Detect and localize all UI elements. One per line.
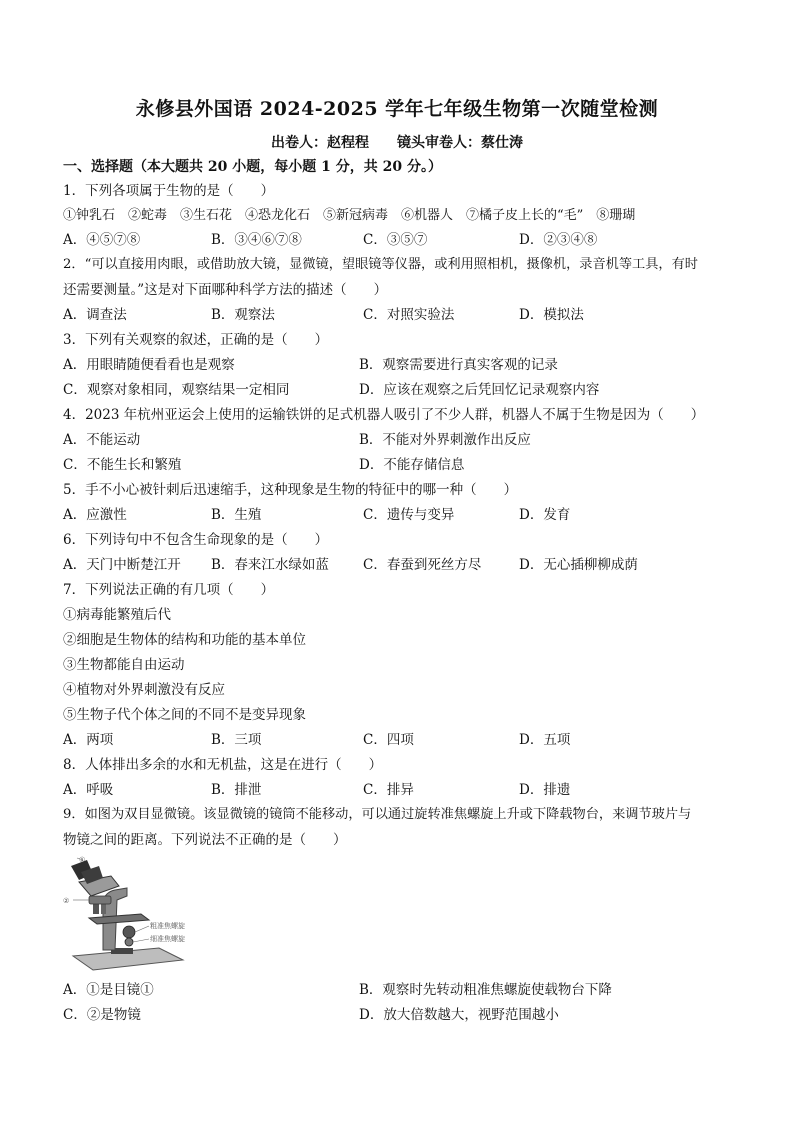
option-c: C．春蚕到死丝方尽 xyxy=(363,557,482,573)
option-b: B．不能对外界刺激作出反应 xyxy=(359,432,531,448)
option-d: D．应该在观察之后凭回忆记录观察内容 xyxy=(359,382,600,398)
option-a: A．不能运动 xyxy=(63,432,141,448)
option-a: A．①是目镜① xyxy=(63,982,154,998)
option-d: D．模拟法 xyxy=(519,307,584,323)
option-a: A．呼吸 xyxy=(63,782,114,798)
option-a: A．应激性 xyxy=(63,507,127,523)
question-7-statement-5: ⑤生物子代个体之间的不同不是变异现象 xyxy=(63,707,306,723)
option-d: D．排遗 xyxy=(519,782,571,798)
option-d: D．无心插柳柳成荫 xyxy=(519,557,638,573)
question-7-statement-1: ①病毒能繁殖后代 xyxy=(63,607,171,623)
question-3-stem: 3．下列有关观察的叙述，正确的是（ ） xyxy=(63,332,329,348)
option-d: D．五项 xyxy=(519,732,571,748)
question-9-stem-line-2: 物镜之间的距离。下列说法不正确的是（ ） xyxy=(63,832,347,848)
question-8-stem: 8．人体排出多余的水和无机盐，这是在进行（ ） xyxy=(63,757,383,773)
option-c: C．②是物镜 xyxy=(63,1007,141,1023)
figure-label-1: ① xyxy=(79,856,86,864)
option-c: C．对照实验法 xyxy=(363,307,455,323)
leader-line xyxy=(133,939,149,942)
option-c: C．排异 xyxy=(363,782,414,798)
question-7-statement-3: ③生物都能自由运动 xyxy=(63,657,185,673)
question-1-stem: 1．下列各项属于生物的是（ ） xyxy=(63,183,275,199)
question-7-stem: 7．下列说法正确的有几项（ ） xyxy=(63,582,275,598)
option-d: D．放大倍数越大，视野范围越小 xyxy=(359,1007,559,1023)
question-7-statement-4: ④植物对外界刺激没有反应 xyxy=(63,682,225,698)
coarse-focus-label: 粗准焦螺旋 xyxy=(150,922,185,930)
question-9-stem-line-1: 9．如图为双目显微镜。该显微镜的镜筒不能移动，可以通过旋转准焦螺旋上升或下降载物台，来调节玻片与 xyxy=(63,807,692,822)
question-4-stem: 4．2023 年杭州亚运会上使用的运输铁饼的足式机器人吸引了不少人群，机器人不属于生物是因为（ ） xyxy=(63,407,705,423)
microscope-figure xyxy=(63,856,203,974)
question-2-stem-line-1: 2．“可以直接用肉眼，或借助放大镜，显微镜，望眼镜等仪器，或利用照相机，摄像机，录音机等工具，有时 xyxy=(63,257,698,272)
fine-focus-label: 细准焦螺旋 xyxy=(150,935,185,943)
option-b: B．三项 xyxy=(211,732,262,748)
figure-label-2: ② xyxy=(63,897,70,905)
option-b: B．排泄 xyxy=(211,782,262,798)
question-2-stem-line-2: 还需要测量。”这是对下面哪种科学方法的描述（ ） xyxy=(63,282,388,298)
option-b: B．生殖 xyxy=(211,507,262,523)
setter-name: 出卷人：赵程程 xyxy=(271,135,369,151)
option-a: A．④⑤⑦⑧ xyxy=(63,232,141,248)
coarse-focus-knob xyxy=(123,926,135,938)
option-c: C．四项 xyxy=(363,732,414,748)
option-b: B．春来江水绿如蓝 xyxy=(211,557,329,573)
authors-line xyxy=(0,132,794,152)
option-d: D．发育 xyxy=(519,507,571,523)
option-a: A．两项 xyxy=(63,732,114,748)
option-b: B．观察法 xyxy=(211,307,275,323)
page-title: 永修县外国语 2024-2025 学年七年级生物第一次随堂检测 xyxy=(135,98,659,120)
question-5-stem: 5．手不小心被针刺后迅速缩手，这种现象是生物的特征中的哪一种（ ） xyxy=(63,482,518,498)
reviewer-name: 镜头审卷人：蔡仕涛 xyxy=(397,135,523,151)
fine-focus-knob xyxy=(125,938,133,946)
question-6-stem: 6．下列诗句中不包含生命现象的是（ ） xyxy=(63,532,329,548)
question-7-statement-2: ②细胞是生物体的结构和功能的基本单位 xyxy=(63,632,306,648)
option-c: C．不能生长和繁殖 xyxy=(63,457,182,473)
option-d: D．不能存储信息 xyxy=(359,457,465,473)
option-b: B．③④⑥⑦⑧ xyxy=(211,232,302,248)
option-b: B．观察时先转动粗准焦螺旋使载物台下降 xyxy=(359,982,612,998)
nosepiece xyxy=(89,896,111,904)
option-a: A．调查法 xyxy=(63,307,127,323)
leader-line xyxy=(135,926,149,932)
option-c: C．遗传与变异 xyxy=(363,507,455,523)
option-d: D．②③④⑧ xyxy=(519,232,598,248)
option-c: C．观察对象相同，观察结果一定相同 xyxy=(63,382,290,398)
option-b: B．观察需要进行真实客观的记录 xyxy=(359,357,558,373)
section-heading: 一、选择题（本大题共 20 小题，每小题 1 分，共 20 分。） xyxy=(63,159,442,175)
microscope-stage xyxy=(89,914,149,924)
option-a: A．用眼睛随便看看也是观察 xyxy=(63,357,235,373)
option-a: A．天门中断楚江开 xyxy=(63,557,181,573)
question-1-items: ①钟乳石 ②蛇毒 ③生石花 ④恐龙化石 ⑤新冠病毒 ⑥机器人 ⑦橘子皮上长的“毛” ⑧珊瑚 xyxy=(63,208,636,223)
option-c: C．③⑤⑦ xyxy=(363,232,428,248)
